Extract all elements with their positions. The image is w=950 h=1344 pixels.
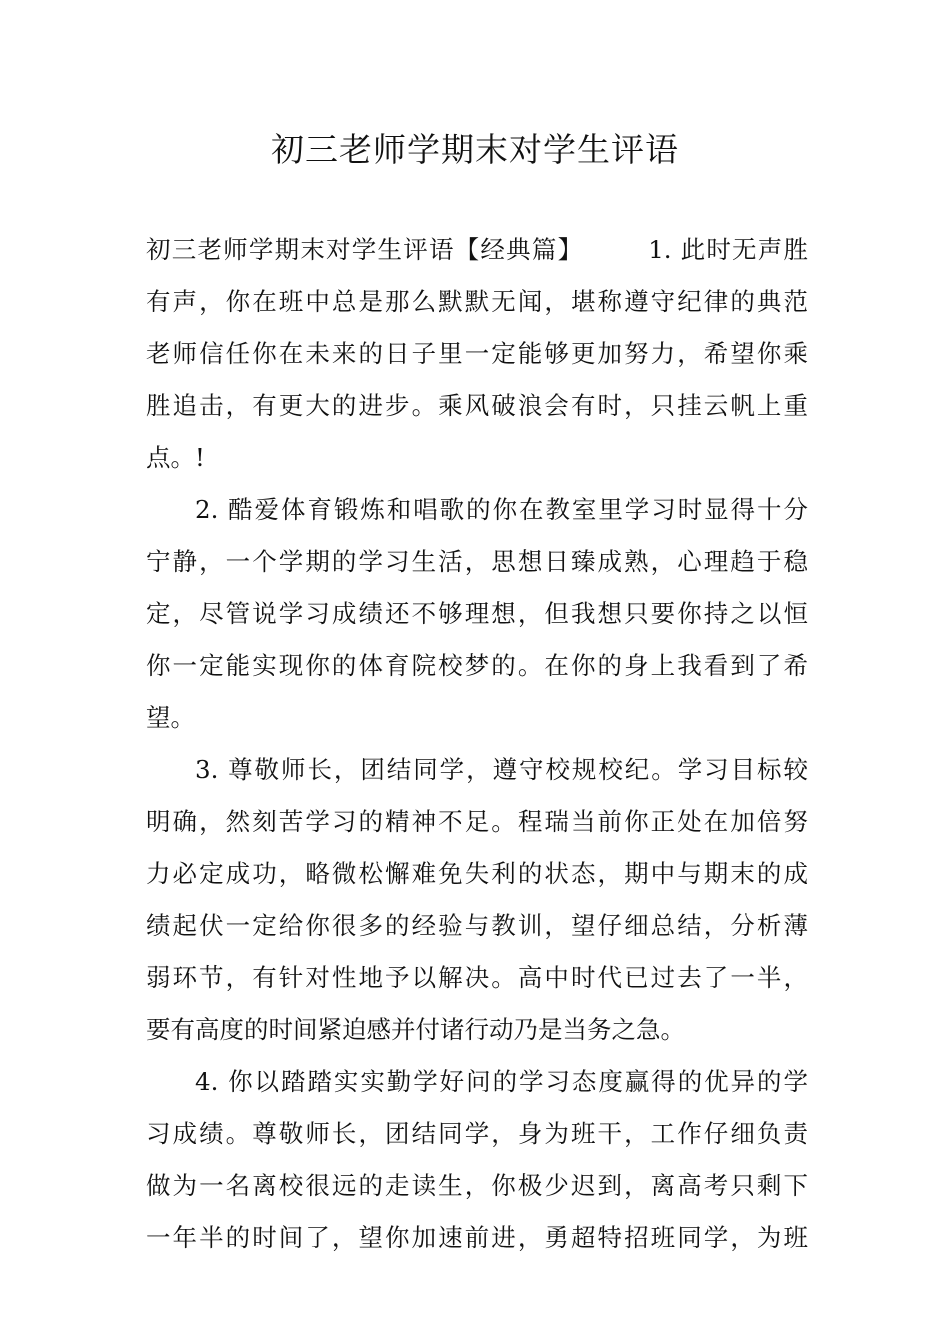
text-line: 3. 尊敬师长，团结同学，遵守校规校纪。学习目标较 bbox=[195, 755, 808, 784]
text-line: 点。! bbox=[146, 443, 205, 472]
text-line: 胜追击，有更大的进步。乘风破浪会有时，只挂云帆上重 bbox=[146, 391, 808, 420]
text-line: 有声，你在班中总是那么默默无闻，堪称遵守纪律的典范 bbox=[146, 287, 808, 316]
text-line: 望。 bbox=[146, 703, 195, 732]
text-line: 老师信任你在未来的日子里一定能够更加努力，希望你乘 bbox=[146, 339, 808, 368]
text-line: 宁静，一个学期的学习生活，思想日臻成熟，心理趋于稳 bbox=[146, 547, 808, 576]
text-line: 绩起伏一定给你很多的经验与教训，望仔细总结，分析薄 bbox=[146, 911, 808, 940]
text-line: 做为一名离校很远的走读生，你极少迟到，离高考只剩下 bbox=[146, 1171, 808, 1200]
document-title: 初三老师学期末对学生评语 bbox=[271, 130, 679, 169]
text-line: 弱环节，有针对性地予以解决。高中时代已过去了一半， bbox=[146, 963, 808, 992]
text-line: 2. 酷爱体育锻炼和唱歌的你在教室里学习时显得十分 bbox=[195, 495, 808, 524]
text-line: 明确，然刻苦学习的精神不足。程瑞当前你正处在加倍努 bbox=[146, 807, 808, 836]
text-line: 要有高度的时间紧迫感并付诸行动乃是当务之急。 bbox=[146, 1015, 685, 1044]
text-line: 力必定成功，略微松懈难免失利的状态，期中与期末的成 bbox=[146, 859, 808, 888]
document-body bbox=[146, 228, 808, 1268]
text-line: 定，尽管说学习成绩还不够理想，但我想只要你持之以恒 bbox=[146, 599, 808, 628]
text-line: 你一定能实现你的体育院校梦的。在你的身上我看到了希 bbox=[146, 651, 808, 680]
text-line: 习成绩。尊敬师长，团结同学，身为班干，工作仔细负责 bbox=[146, 1119, 808, 1148]
text-line: 初三老师学期末对学生评语【经典篇】 1. 此时无声胜 bbox=[146, 235, 808, 264]
text-line: 4. 你以踏踏实实勤学好问的学习态度赢得的优异的学 bbox=[195, 1067, 808, 1096]
text-line: 一年半的时间了，望你加速前进，勇超特招班同学，为班 bbox=[146, 1223, 808, 1252]
